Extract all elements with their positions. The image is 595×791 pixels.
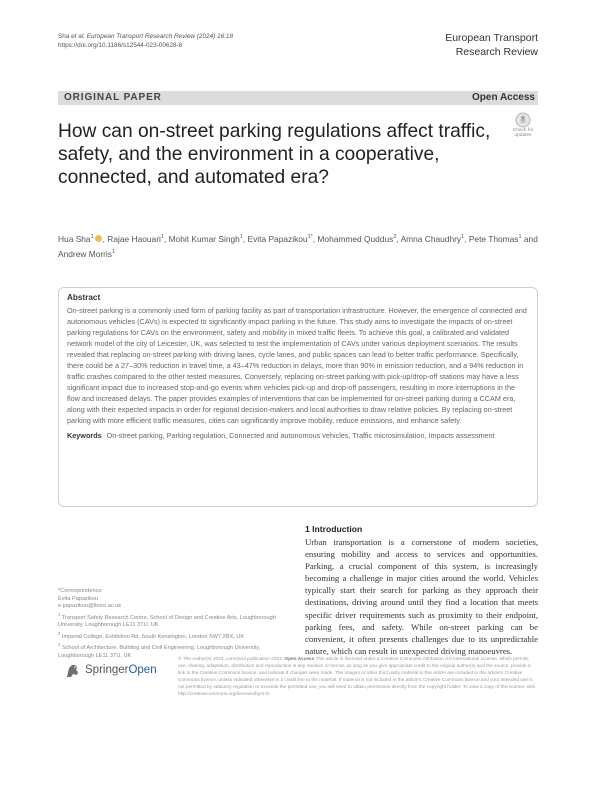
author-name[interactable]: , Amna Chaudhry xyxy=(396,233,462,244)
affiliation-3: School of Architecture, Building and Civil Engineering, Loughborough University, Loughborough LE11 3TU, UK xyxy=(58,645,261,659)
journal-name xyxy=(378,32,538,59)
author-name[interactable]: , Mohit Kumar Singh xyxy=(163,233,240,244)
springer-word: Springer xyxy=(85,664,129,676)
check-for-updates-badge[interactable] xyxy=(508,112,538,140)
springer-horse-icon xyxy=(64,662,82,680)
citation-rest: et al. European Transport Research Review (2024) 16:18 xyxy=(71,33,234,40)
correspondence-block xyxy=(58,588,283,660)
check-updates-line-1: Check for xyxy=(512,128,534,133)
keywords xyxy=(67,431,529,442)
open-access-label: Open Access xyxy=(472,92,535,103)
correspondence-email[interactable]: e.papazikou@lboro.ac.uk xyxy=(58,603,122,610)
journal-line-2: Research Review xyxy=(455,45,538,58)
orcid-icon[interactable] xyxy=(95,235,102,242)
author-name[interactable]: Hua Sha xyxy=(58,233,91,244)
author-name[interactable]: , Mohammed Quddus xyxy=(312,233,394,244)
affiliation-marker: 2 xyxy=(393,234,397,240)
copyright-line: © The Author(s) 2024, corrected publication 2024. xyxy=(178,657,284,662)
doi-link[interactable]: https://doi.org/10.1186/s12544-023-00628-8 xyxy=(58,42,183,49)
springer-open-wordmark xyxy=(85,664,157,676)
correspondence-name: Evita Papazikou xyxy=(58,595,99,602)
author-name[interactable]: , Rajae Haouari xyxy=(102,233,161,244)
introduction-heading: 1 Introduction xyxy=(305,524,363,534)
affiliation-2: Imperial College, Exhibition Rd, South Kensington, London SW7 2BX, UK xyxy=(60,633,245,640)
license-notice xyxy=(178,656,538,698)
introduction-body: Urban transportation is a cornerstone of modern societies, ensuring mobility and access to services and opportunities. Parking, a crucial component of this system, is increasingly becoming a challenge in major cities around the world. Vehicles typically start their search for parking as they approach their destinations, driving around until they find a location that meets specific driver requirements such as proximity to their endpoint, parking fees, and safety. While on-street parking can be convenient, it often presents challenges due to its unpredictable nature, which can result in unexpected driving manoeuvres. xyxy=(305,537,538,656)
keywords-label: Keywords xyxy=(67,431,102,441)
affiliation-number: 2 xyxy=(58,630,61,636)
citation-author: Sha xyxy=(58,33,70,40)
author-name[interactable]: and Andrew Morris xyxy=(58,233,538,259)
abstract-heading: Abstract xyxy=(67,293,101,302)
check-updates-text xyxy=(508,128,538,139)
article-type-label: ORIGINAL PAPER xyxy=(64,92,162,103)
check-updates-line-2: updates xyxy=(514,133,532,139)
affiliation-marker: 1 xyxy=(111,249,116,256)
affiliation-marker: 1* xyxy=(307,234,313,240)
affiliation-number: 1 xyxy=(58,611,61,617)
journal-line-1: European Transport xyxy=(445,32,538,44)
article-title: How can on-street parking regulations affect traffic, safety, and the environment in a cooperative, connected, and automated era? xyxy=(58,121,491,188)
article-type-band xyxy=(58,91,538,105)
abstract-box xyxy=(58,287,538,507)
open-access-bold: Open Access xyxy=(284,657,315,662)
keywords-text: On-street parking, Parking regulation, Connected and autonomous vehicles, Traffic microsimulation, Impacts assessment xyxy=(106,431,495,441)
author-list xyxy=(58,231,538,261)
springer-open-logo[interactable] xyxy=(64,659,174,683)
running-citation xyxy=(58,32,233,50)
affiliation-number: 3 xyxy=(58,642,61,648)
author-name[interactable]: , Evita Papazikou xyxy=(242,233,308,244)
affiliation-1: Transport Safety Research Centre, School of Design and Creative Arts, Loughborough University, Loughborough LE11 3TU, UK xyxy=(58,614,276,629)
affiliation-marker: 1 xyxy=(518,234,522,240)
affiliation-marker: 1 xyxy=(239,234,243,240)
abstract-body: On-street parking is a commonly used form of parking facility as part of transportation infrastructure. However, the emergence of connected and autonomous vehicles (CAVs) is expected to significantly impact parking in the future. This study aims to investigate the impacts of on-street parking regulations for CAVs on the environment, safety and mobility in mixed traffic fleets. To achieve this goal, a calibrated and validated network model of the city of Leicester, UK, was selected to test the implementation of CAVs under various deployment scenarios. The results revealed that replacing on-street parking with driving lanes, cycle lanes, and public spaces can lead to better traffic performance. Specifically, there could be a 27–30% reduction in travel time, a 43–47% reduction in delays, more than 90% in emission reduction, and a 94% reduction in traffic crashes compared to the other tested measures. Conversely, replacing on-street parking with pick-up/drop-off stations may have a less significant impact due to increased stop-and-go events when vehicles pick-up and drop-off passengers, resulting in more interruptions in the flow and increased delays. The paper provides examples of interventions that can be implemented for on-street parking during a CCAM era, along with their expected impacts in order for regional decision-makers and local authorities to draw relative policies. By replacing on-street parking with more efficient traffic measures, cities can significantly improve mobility, reduce emissions, and enhance safety. xyxy=(67,306,527,425)
affiliation-marker: 1 xyxy=(461,234,465,240)
affiliation-marker: 1 xyxy=(160,234,164,240)
affiliation-marker: 1 xyxy=(90,234,94,240)
check-updates-icon xyxy=(515,112,531,128)
license-text: This article is licensed under a Creative Commons Attribution 4.0 International License, which permits use, sharing, adaptation, distribution and reproduction in any medium or format, as long as you give appropriate credit to the original author(s) and the source, provide a link to the Creative Commons licence, and indicate if changes were made. The images or other third party material in this article are included in the article's Creative Commons licence, unless indicated otherwise in a credit line to the material. If material is not included in the article's Creative Commons licence and your intended use is not permitted by statutory regulation or exceeds the permitted use, you will need to obtain permission directly from the copyright holder. To view a copy of this licence, visit http://creativecommons.org/licenses/by/4.0/. xyxy=(178,657,535,697)
author-name[interactable]: , Pete Thomas xyxy=(464,233,519,244)
correspondence-label: *Correspondence: xyxy=(58,588,104,594)
open-word: Open xyxy=(128,664,157,676)
